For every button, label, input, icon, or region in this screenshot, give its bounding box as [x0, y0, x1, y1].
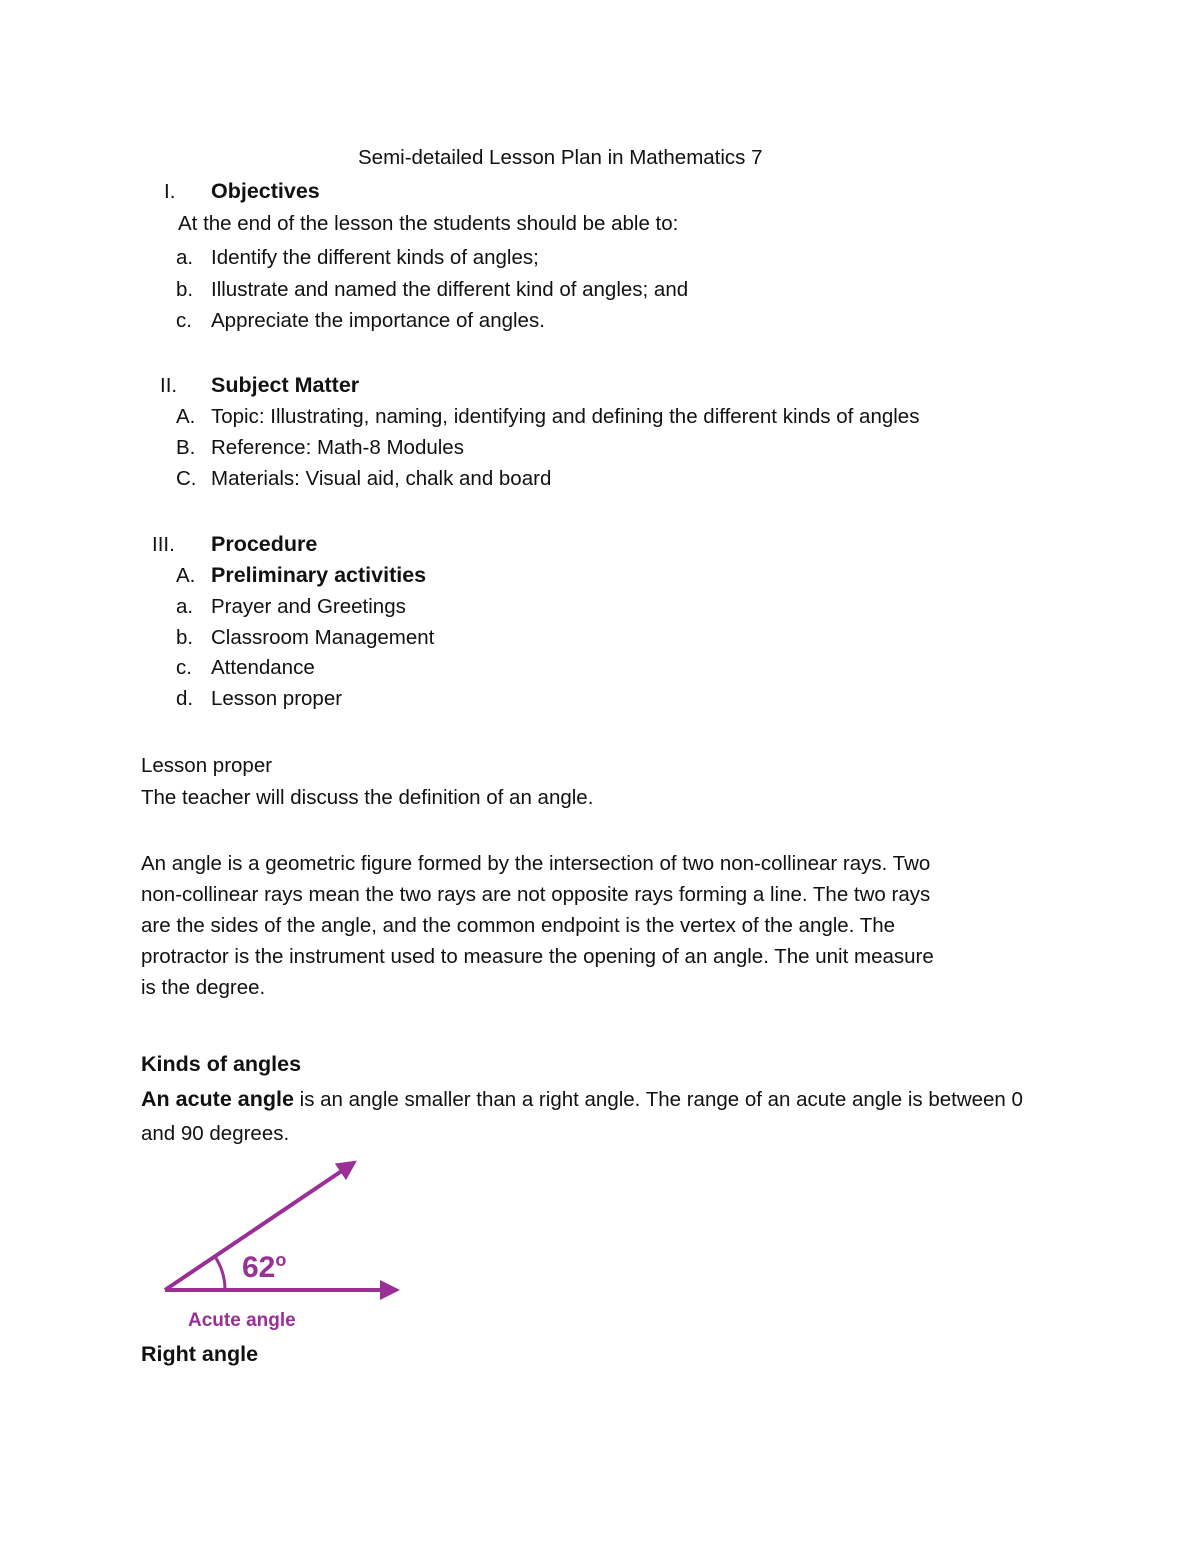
kinds-heading: Kinds of angles: [141, 1052, 302, 1076]
list-marker: B.: [176, 436, 196, 459]
list-marker: d.: [176, 687, 194, 710]
objective-item: Identify the different kinds of angles;: [211, 246, 539, 269]
procedure-item: Lesson proper: [211, 687, 343, 710]
acute-term: An acute angle: [141, 1087, 294, 1111]
list-marker: C.: [176, 467, 197, 490]
definition-line: is the degree.: [141, 976, 266, 999]
procedure-item: Classroom Management: [211, 626, 435, 649]
acute-definition-line: [141, 1089, 1023, 1111]
list-marker: b.: [176, 278, 194, 301]
subject-matter-item: Reference: Math-8 Modules: [211, 436, 464, 459]
list-marker: c.: [176, 309, 192, 332]
section-numeral-objectives: I.: [164, 180, 176, 203]
document-title: Semi-detailed Lesson Plan in Mathematics 7: [358, 146, 763, 169]
section-numeral-procedure: III.: [152, 533, 175, 556]
figure-caption: Acute angle: [188, 1310, 296, 1331]
list-marker: b.: [176, 626, 194, 649]
list-marker: A.: [176, 564, 196, 587]
list-marker: a.: [176, 246, 194, 269]
list-marker: c.: [176, 656, 192, 679]
angle-measure-label: 62$^o$: [242, 1250, 287, 1284]
list-marker: A.: [176, 405, 196, 428]
objectives-intro: At the end of the lesson the students should be able to:: [178, 212, 679, 235]
acute-definition-text: is an angle smaller than a right angle. The range of an acute angle is between 0: [293, 1088, 1023, 1111]
lesson-intro: The teacher will discuss the definition of an angle.: [141, 786, 594, 809]
subsection-heading-preliminary: Preliminary activities: [211, 563, 427, 587]
list-marker: a.: [176, 595, 194, 618]
right-angle-heading: Right angle: [141, 1342, 259, 1366]
definition-line: non-collinear rays mean the two rays are not opposite rays forming a line. The two rays: [141, 883, 931, 906]
section-heading-procedure: Procedure: [211, 532, 318, 556]
acute-angle-figure: [160, 1155, 410, 1335]
section-heading-subject-matter: Subject Matter: [211, 373, 360, 397]
angle-arc: [215, 1256, 225, 1290]
definition-line: are the sides of the angle, and the common endpoint is the vertex of the angle. The: [141, 914, 896, 937]
objective-item: Illustrate and named the different kind of angles; and: [211, 278, 689, 301]
section-numeral-subject-matter: II.: [160, 374, 178, 397]
section-heading-objectives: Objectives: [211, 179, 320, 203]
acute-definition-line-2: and 90 degrees.: [141, 1122, 290, 1145]
definition-line: protractor is the instrument used to measure the opening of an angle. The unit measure: [141, 945, 934, 968]
subject-matter-item: Materials: Visual aid, chalk and board: [211, 467, 552, 490]
subject-matter-item: Topic: Illustrating, naming, identifying and defining the different kinds of angles: [211, 405, 920, 428]
procedure-item: Prayer and Greetings: [211, 595, 406, 618]
procedure-item: Attendance: [211, 656, 315, 679]
lesson-label: Lesson proper: [141, 754, 273, 777]
definition-line: An angle is a geometric figure formed by the intersection of two non-collinear rays. Two: [141, 852, 931, 875]
objective-item: Appreciate the importance of angles.: [211, 309, 545, 332]
